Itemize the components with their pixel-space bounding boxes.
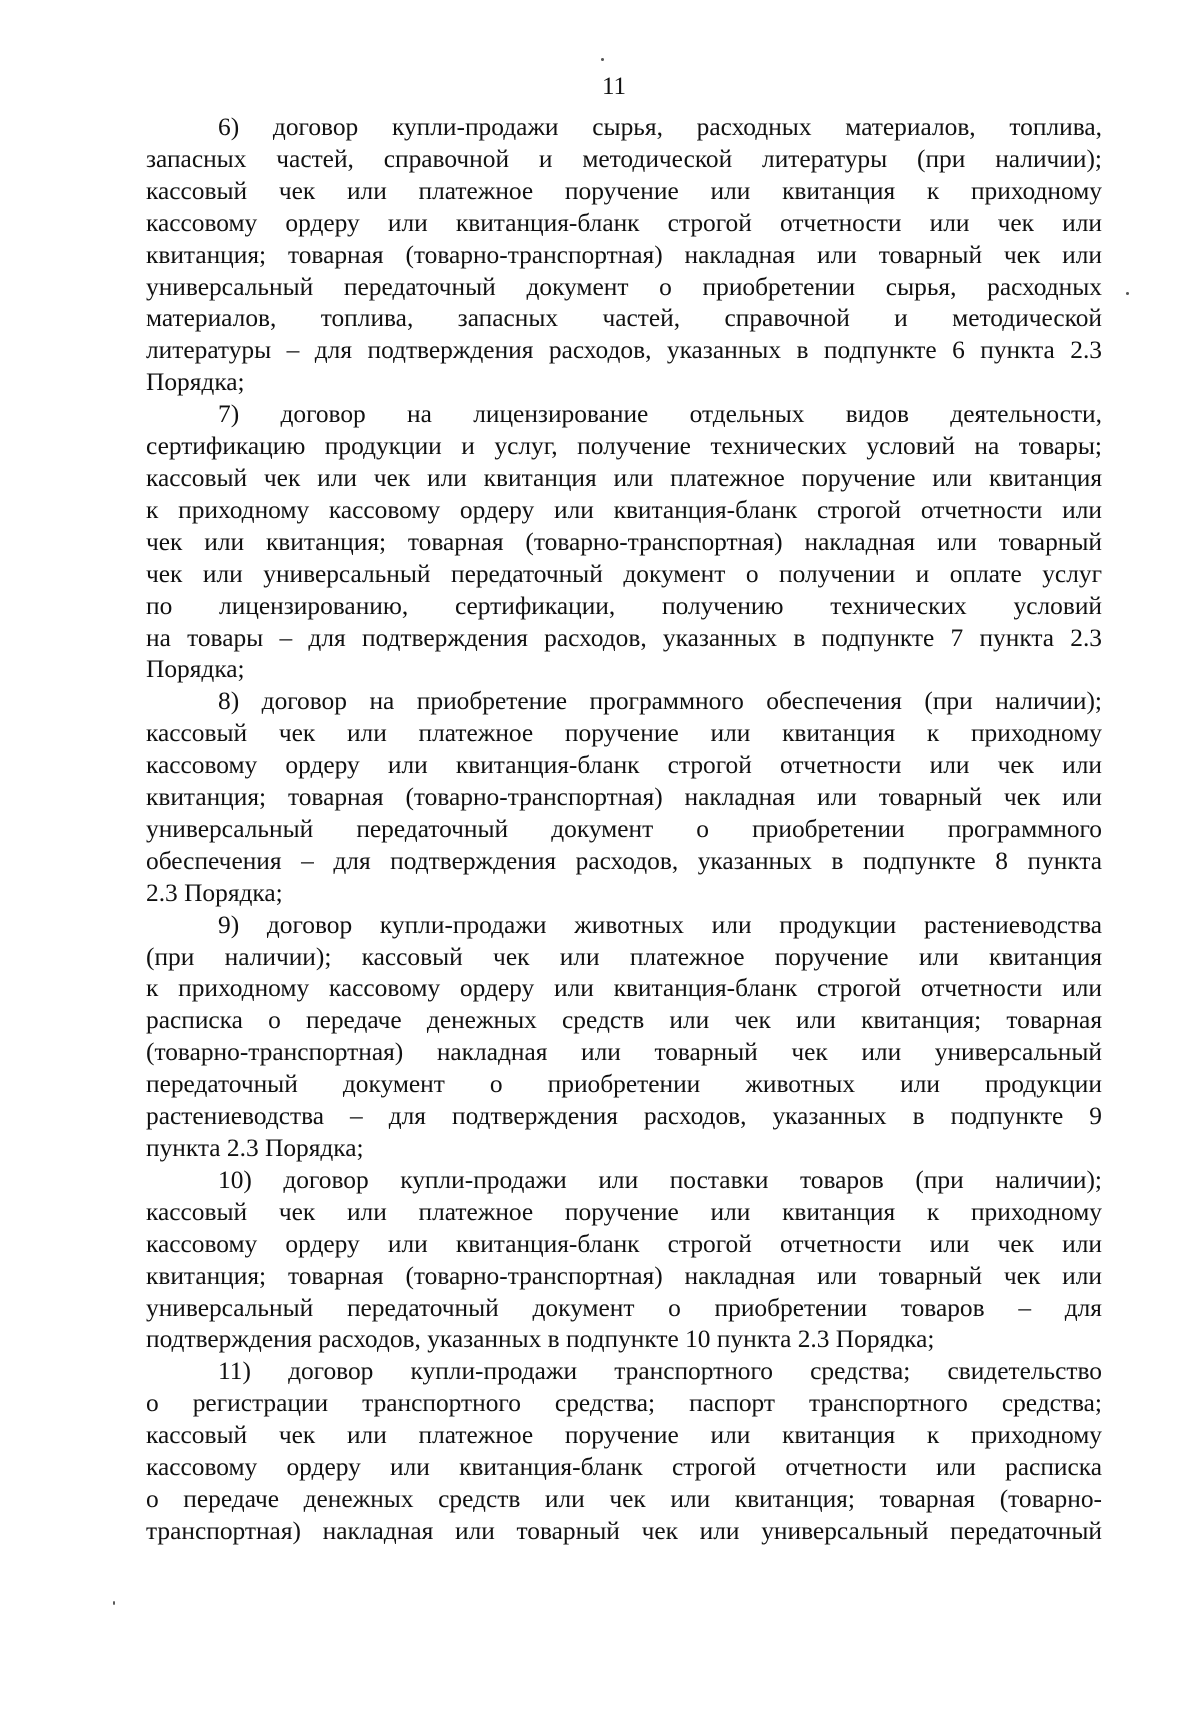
text-line: к приходному кассовому ордеру или квитанция-бланк строгой отчетности или [146,974,1102,1003]
text-line: кассовый чек или платежное поручение или квитанция к приходному [146,1197,1102,1226]
paragraph-item [146,910,1102,1165]
text-line: о передаче денежных средств или чек или квитанция; товарная (товарно- [146,1484,1102,1513]
page-number: 11 [601,73,627,100]
text-line: чек или квитанция; товарная (товарно-транспортная) накладная или товарный [146,527,1102,556]
text-line: чек или универсальный передаточный документ о получении и оплате услуг [146,559,1102,588]
paragraph-item [146,112,1102,399]
scan-speck [601,58,604,61]
paragraph-item [146,686,1102,909]
text-line: кассовому ордеру или квитанция-бланк строгой отчетности или чек или [146,208,1102,237]
text-line: к приходному кассовому ордеру или квитанция-бланк строгой отчетности или [146,495,1102,524]
text-line: обеспечения – для подтверждения расходов, указанных в подпункте 8 пункта [146,846,1102,875]
text-line: квитанция; товарная (товарно-транспортная) накладная или товарный чек или [146,1261,1102,1290]
text-line: передаточный документ о приобретении животных или продукции [146,1070,1102,1099]
text-line: (при наличии); кассовый чек или платежное поручение или квитанция [146,942,1102,971]
paragraph-item [146,1165,1102,1356]
text-line: 10) договор купли-продажи или поставки товаров (при наличии); [218,1165,1102,1194]
text-line: Порядка; [146,368,245,397]
text-line: 6) договор купли-продажи сырья, расходных материалов, топлива, [218,113,1102,141]
scan-speck [1126,292,1129,295]
text-line: универсальный передаточный документ о приобретении сырья, расходных [146,272,1102,301]
text-line: пункта 2.3 Порядка; [146,1134,364,1162]
text-line: универсальный передаточный документ о приобретении программного [146,814,1102,843]
text-line: универсальный передаточный документ о приобретении товаров – для [146,1293,1102,1322]
paragraph-item [146,1356,1102,1547]
document-body [146,112,1102,1548]
text-line: квитанция; товарная (товарно-транспортная) накладная или товарный чек или [146,783,1102,812]
text-line: по лицензированию, сертификации, получению технических условий [146,591,1102,620]
text-line: кассовому ордеру или квитанция-бланк строгой отчетности или расписка [146,1453,1102,1482]
text-line: 8) договор на приобретение программного обеспечения (при наличии); [218,687,1102,716]
paragraph-item [146,399,1102,686]
scan-speck [113,1601,115,1605]
text-line: 11) договор купли-продажи транспортного средства; свидетельство [218,1357,1102,1386]
text-line: на товары – для подтверждения расходов, указанных в подпункте 7 пункта 2.3 [146,623,1102,652]
text-line: квитанция; товарная (товарно-транспортная) накладная или товарный чек или [146,240,1102,269]
text-line: кассовый чек или чек или квитанция или платежное поручение или квитанция [146,463,1102,492]
text-line: транспортная) накладная или товарный чек или универсальный передаточный [146,1516,1102,1545]
text-line: расписка о передаче денежных средств или чек или квитанция; товарная [146,1006,1102,1035]
text-line: подтверждения расходов, указанных в подпункте 10 пункта 2.3 Порядка; [146,1325,935,1354]
text-line: сертификацию продукции и услуг, получение технических условий на товары; [146,432,1102,461]
text-line: о регистрации транспортного средства; паспорт транспортного средства; [146,1389,1102,1418]
text-line: кассовый чек или платежное поручение или квитанция к приходному [146,176,1102,205]
text-line: литературы – для подтверждения расходов, указанных в подпункте 6 пункта 2.3 [146,336,1102,365]
text-line: 7) договор на лицензирование отдельных видов деятельности, [218,400,1102,429]
text-line: кассовый чек или платежное поручение или квитанция к приходному [146,1421,1102,1450]
text-line: материалов, топлива, запасных частей, справочной и методической [146,304,1102,333]
text-line: растениеводства – для подтверждения расходов, указанных в подпункте 9 [146,1102,1102,1131]
text-line: (товарно-транспортная) накладная или товарный чек или универсальный [146,1038,1102,1067]
text-line: запасных частей, справочной и методической литературы (при наличии); [146,144,1102,173]
text-line: 2.3 Порядка; [146,878,283,907]
text-line: кассовому ордеру или квитанция-бланк строгой отчетности или чек или [146,751,1102,780]
text-line: кассовому ордеру или квитанция-бланк строгой отчетности или чек или [146,1229,1102,1258]
text-line: 9) договор купли-продажи животных или продукции растениеводства [218,910,1102,939]
text-line: Порядка; [146,655,245,684]
text-line: кассовый чек или платежное поручение или квитанция к приходному [146,719,1102,748]
